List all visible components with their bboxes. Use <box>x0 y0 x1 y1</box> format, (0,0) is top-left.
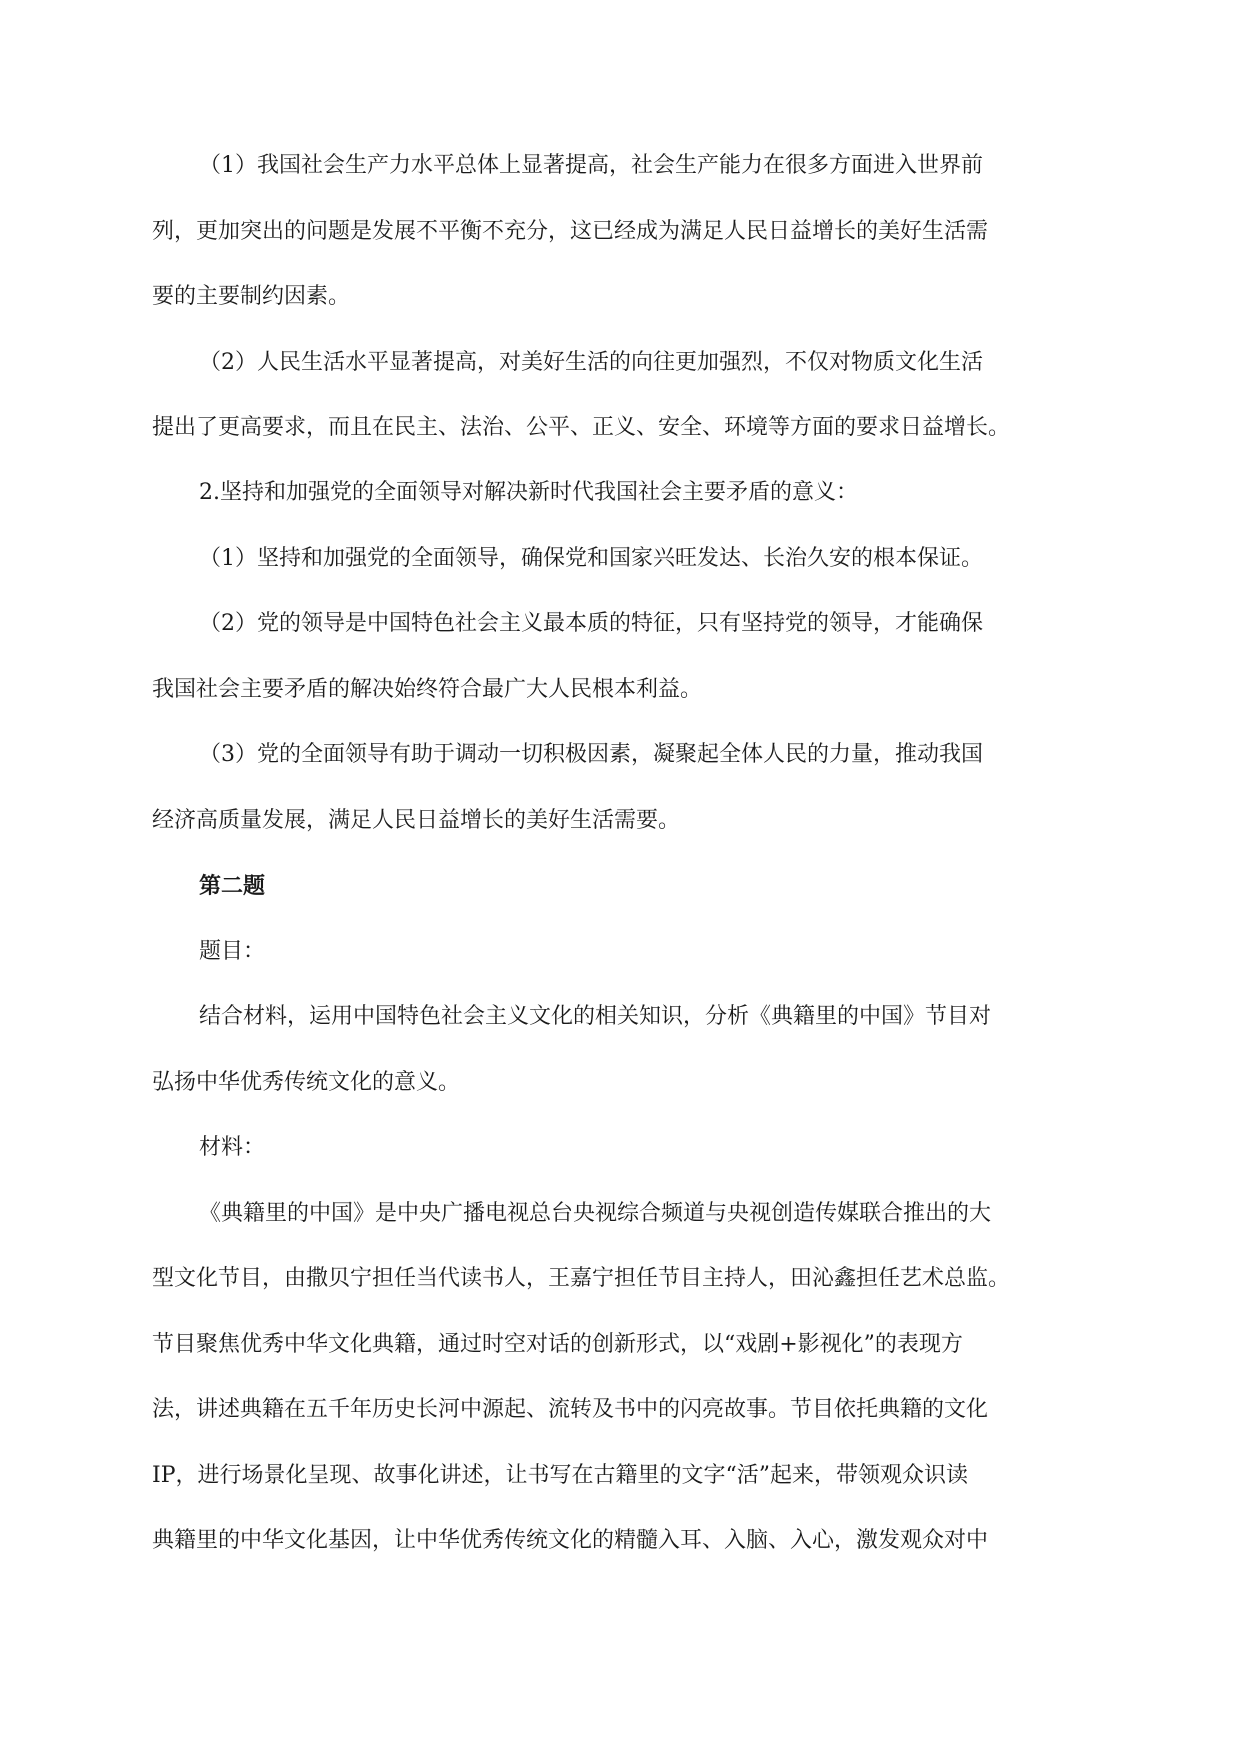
paragraph-line: 弘扬中华优秀传统文化的意义。 <box>152 1070 461 1095</box>
paragraph-line: （1）我国社会生产力水平总体上显著提高，社会生产能力在很多方面进入世界前 <box>199 153 983 178</box>
paragraph-line: IP，进行场景化呈现、故事化讲述，让书写在古籍里的文字“活”起来，带领观众识读 <box>152 1463 968 1488</box>
paragraph-line: 材料： <box>199 1135 266 1160</box>
paragraph-line: 要的主要制约因素。 <box>152 284 351 309</box>
paragraph-line: 2.坚持和加强党的全面领导对解决新时代我国社会主要矛盾的意义： <box>199 480 858 505</box>
section-heading: 第二题 <box>199 873 266 899</box>
paragraph-line: 型文化节目，由撒贝宁担任当代读书人，王嘉宁担任节目主持人，田沁鑫担任艺术总监。 <box>152 1266 1011 1291</box>
paragraph-line: 《典籍里的中国》是中央广播电视总台央视综合频道与央视创造传媒联合推出的大 <box>199 1201 992 1226</box>
paragraph-line: 提出了更高要求，而且在民主、法治、公平、正义、安全、环境等方面的要求日益增长。 <box>152 415 1011 440</box>
paragraph-line: 典籍里的中华文化基因，让中华优秀传统文化的精髓入耳、入脑、入心，激发观众对中 <box>152 1528 989 1553</box>
paragraph-line: 我国社会主要矛盾的解决始终符合最广大人民根本利益。 <box>152 677 703 702</box>
paragraph-line: 结合材料，运用中国特色社会主义文化的相关知识，分析《典籍里的中国》节目对 <box>199 1004 992 1029</box>
paragraph-line: 列，更加突出的问题是发展不平衡不充分，这已经成为满足人民日益增长的美好生活需 <box>152 219 989 244</box>
paragraph-line: 节目聚焦优秀中华文化典籍，通过时空对话的创新形式，以“戏剧+影视化”的表现方 <box>152 1332 963 1357</box>
paragraph-line: （2）党的领导是中国特色社会主义最本质的特征，只有坚持党的领导，才能确保 <box>199 611 983 636</box>
paragraph-line: 经济高质量发展，满足人民日益增长的美好生活需要。 <box>152 808 681 833</box>
paragraph-line: （3）党的全面领导有助于调动一切积极因素，凝聚起全体人民的力量，推动我国 <box>199 742 983 767</box>
paragraph-line: （2）人民生活水平显著提高，对美好生活的向往更加强烈，不仅对物质文化生活 <box>199 350 983 375</box>
paragraph-line: 法，讲述典籍在五千年历史长河中源起、流转及书中的闪亮故事。节目依托典籍的文化 <box>152 1397 989 1422</box>
paragraph-line: （1）坚持和加强党的全面领导，确保党和国家兴旺发达、长治久安的根本保证。 <box>199 546 983 571</box>
paragraph-line: 题目： <box>199 939 266 964</box>
